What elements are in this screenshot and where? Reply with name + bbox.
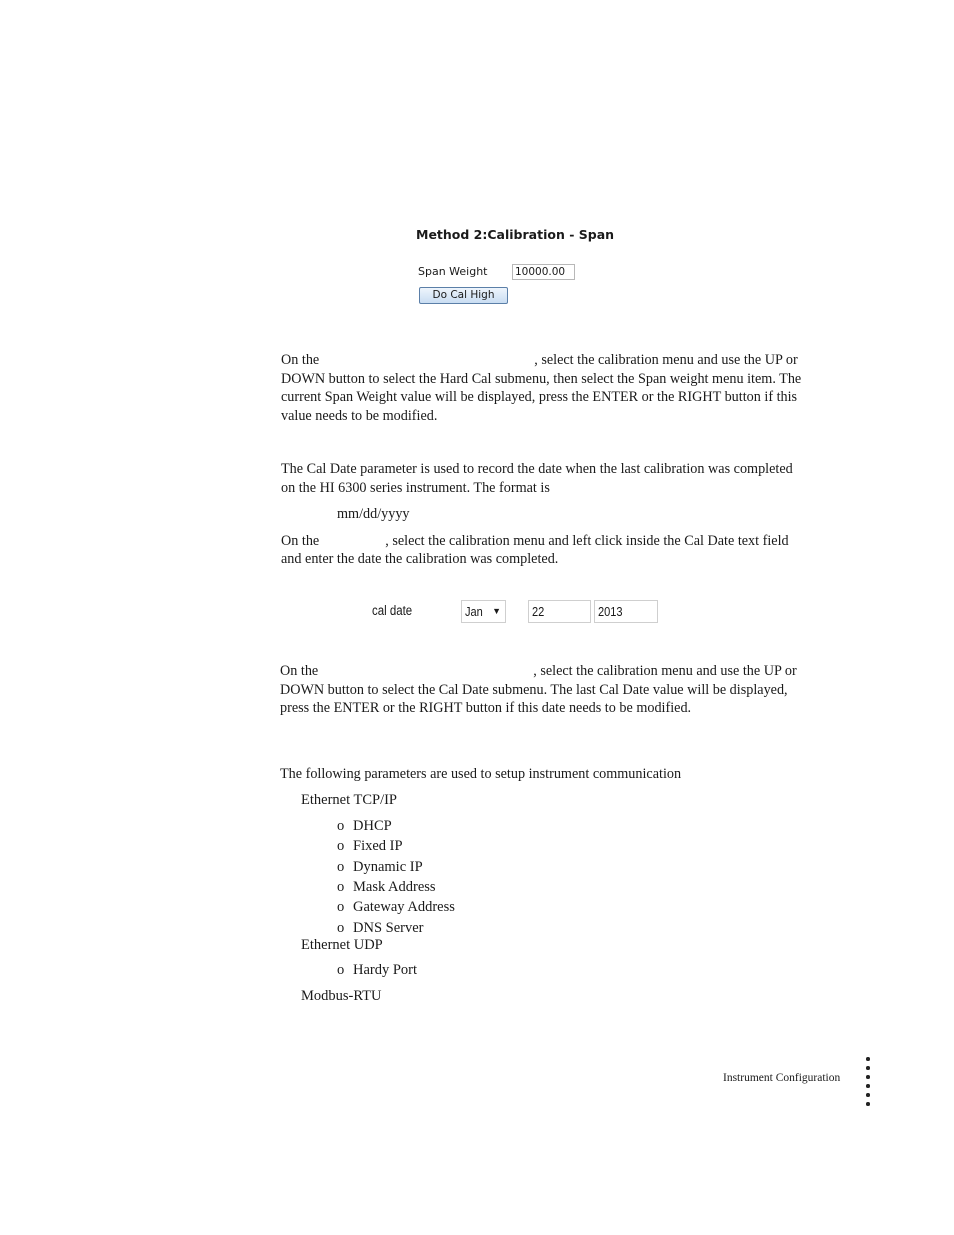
para1-line4: value needs to be modified. — [281, 408, 438, 424]
cal-date-year-input[interactable] — [594, 600, 658, 623]
para1-line2: DOWN button to select the Hard Cal submenu, then select the Span weight menu item. The — [281, 371, 802, 387]
span-panel-title: Method 2:Calibration - Span — [416, 227, 615, 242]
cal-date-day-input[interactable] — [528, 600, 591, 623]
list-item: o Dynamic IP — [337, 859, 423, 875]
list-item: o Gateway Address — [337, 899, 455, 915]
comm-intro: The following parameters are used to setup instrument communication — [280, 766, 682, 782]
group-ethernet-tcpip: Ethernet TCP/IP — [301, 792, 397, 808]
cal-date-label: cal date — [372, 603, 413, 618]
group-modbus-rtu: Modbus-RTU — [301, 988, 382, 1004]
para2-line1: The Cal Date parameter is used to record the date when the last calibration was completed — [281, 461, 793, 477]
list-item: o Mask Address — [337, 879, 436, 895]
para3-line2: and enter the date the calibration was completed. — [281, 551, 559, 567]
para4-line2: DOWN button to select the Cal Date submenu. The last Cal Date value will be displayed, — [280, 682, 788, 698]
para4-line3: press the ENTER or the RIGHT button if this date needs to be modified. — [280, 700, 692, 716]
span-weight-input[interactable]: 10000.00 — [512, 264, 575, 280]
para2-line2: on the HI 6300 series instrument. The format is — [281, 480, 550, 496]
para1-line3: current Span Weight value will be displayed, press the ENTER or the RIGHT button if this — [281, 389, 798, 405]
cal-date-day-value: 22 — [532, 604, 545, 619]
list-item: o Hardy Port — [337, 962, 418, 978]
dropdown-arrow-icon: ▼ — [492, 606, 501, 616]
list-item: o DNS Server — [337, 920, 424, 936]
span-weight-label: Span Weight — [418, 265, 488, 278]
para4-line1: On the , select the calibration menu and use the UP or — [280, 663, 797, 679]
para1-line1: On the , select the calibration menu and use the UP or — [281, 352, 798, 368]
list-item: o Fixed IP — [337, 838, 403, 854]
cal-date-month-select[interactable] — [461, 600, 506, 623]
list-item: o DHCP — [337, 818, 392, 834]
cal-date-month-value: Jan — [465, 604, 483, 619]
cal-date-year-value: 2013 — [598, 604, 623, 619]
do-cal-high-button[interactable]: Do Cal High — [419, 287, 508, 304]
date-format: mm/dd/yyyy — [337, 506, 410, 522]
footer-section-title: Instrument Configuration — [723, 1072, 841, 1084]
group-ethernet-udp: Ethernet UDP — [301, 937, 383, 953]
para3-line1: On the , select the calibration menu and left click inside the Cal Date text field — [281, 533, 789, 549]
